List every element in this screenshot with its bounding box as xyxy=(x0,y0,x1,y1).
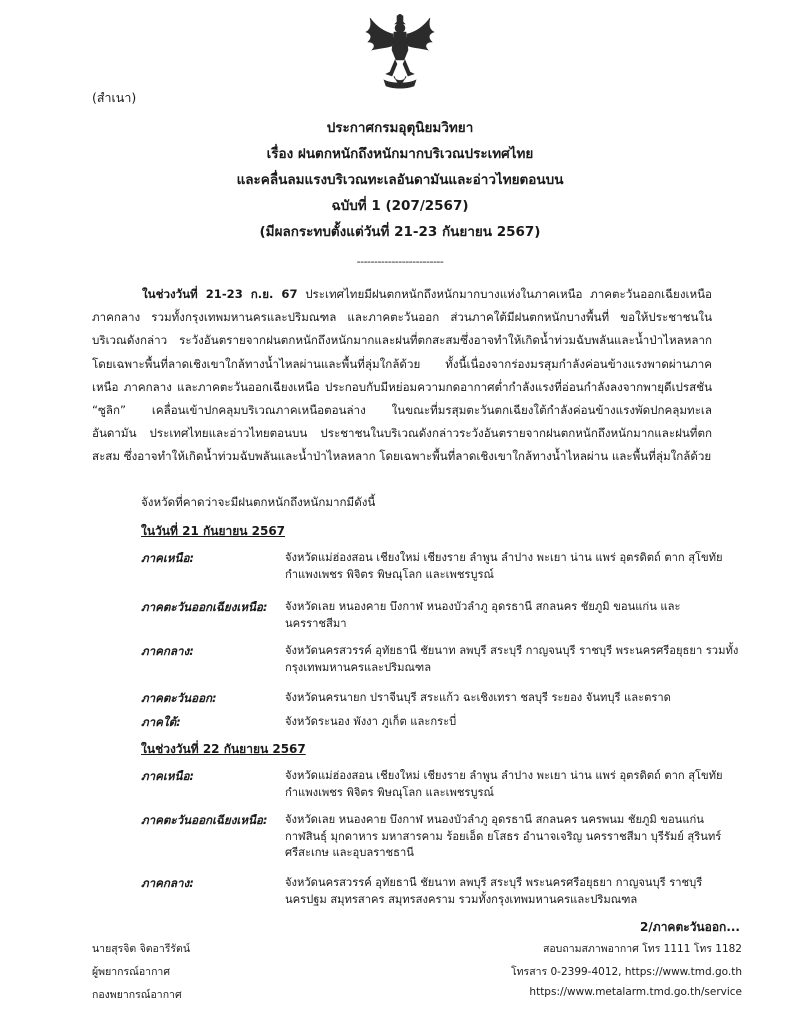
continued-marker: 2/ภาคตะวันออก... xyxy=(640,920,740,934)
subject-line-1: เรื่อง ฝนตกหนักถึงหนักมากบริเวณประเทศไทย xyxy=(266,146,534,162)
day1-region-label: ภาคใต้: xyxy=(141,715,181,729)
day1-region-text: จังหวัดนครสวรรค์ อุทัยธานี ชัยนาท ลพบุรี สระบุรี กาญจนบุรี ราชบุรี พระนครศรีอยุธยา รวมทั้งกรุงเทพมหานครและปริมณฑล xyxy=(285,644,739,674)
forecaster-name: นายสุรจิต จิตอารีรัตน์ xyxy=(92,943,191,955)
day1-region-label: ภาคเหนือ: xyxy=(141,551,195,565)
subject-line-2: และคลื่นลมแรงบริเวณทะเลอันดามันและอ่าวไทยตอนบน xyxy=(236,172,564,188)
contact-fax-website: โทรสาร 0-2399-4012, https://www.tmd.go.th xyxy=(511,966,742,978)
day2-region-text: จังหวัดนครสวรรค์ อุทัยธานี ชัยนาท ลพบุรี สระบุรี พระนครศรีอยุธยา กาญจนบุรี ราชบุรี นครปฐม สมุทรสาคร สมุทรสงคราม รวมทั้งกรุงเทพมหานครและปริมณฑล xyxy=(285,876,703,906)
contact-phone: สอบถามสภาพอากาศ โทร 1111 โทร 1182 xyxy=(542,943,742,955)
intro-body: ประเทศไทยมีฝนตกหนักถึงหนักมากบางแห่งในภาคเหนือ ภาคตะวันออกเฉียงเหนือ ภาคกลาง รวมทั้งกรุงเทพมหานครและปริมณฑล และภาคตะวันออก ส่วนภาคใต้มีฝนตกหนักบางพื้นที่ ขอให้ประชาชนในบริเวณดังกล่าว ระวังอันตรายจากฝนตกหนักถึงหนักมากและฝนที่ตกสะสมซึ่งอาจทำให้เกิดน้ำท่วมฉับพลันและน้ำป่าไหลหลาก โดยเฉพาะพื้นที่ลาดเชิงเขาใกล้ทางน้ำไหลผ่านและพื้นที่ลุ่มใกล้ด้วย ทั้งนี้เนื่องจากร่องมรสุมกำลังค่อนข้างแรงพาดผ่านภาคเหนือ ภาคกลาง และภาคตะวันออกเฉียงเหนือ ประกอบกับมีหย่อมความกดอากาศต่ำกำลังแรงที่อ่อนกำลังลงจากพายุดีเปรสชัน “ซูลิก” เคลื่อนเข้าปกคลุมบริเวณภาคเหนือตอนล่าง ในขณะที่มรสุมตะวันตกเฉียงใต้กำลังค่อนข้างแรงพัดปกคลุมทะเลอันดามัน ประเทศไทยและอ่าวไทยตอนบน ประชาชนในบริเวณดังกล่าวระวังอันตรายจากฝนตกหนักถึงหนักมากและฝนที่ตกสะสม ซึ่งอาจทำให้เกิดน้ำท่วมฉับพลันและน้ำป่าไหลหลาก โดยเฉพาะพื้นที่ลาดเชิงเขาใกล้ทางน้ำไหลผ่าน และพื้นที่ลุ่มใกล้ด้วย xyxy=(92,287,712,464)
announcement-title: ประกาศกรมอุตุนิยมวิทยา xyxy=(326,120,474,136)
day1-region-label: ภาคตะวันออก: xyxy=(141,691,217,705)
effective-dates: (มีผลกระทบตั้งแต่วันที่ 21-23 กันยายน 2567) xyxy=(259,224,541,240)
separator-line: ------------------------- xyxy=(356,255,444,268)
intro-paragraph xyxy=(92,283,712,469)
day1-heading: ในวันที่ 21 กันยายน 2567 xyxy=(141,524,286,538)
day1-region-text: จังหวัดนครนายก ปราจีนบุรี สระแก้ว ฉะเชิงเทรา ชลบุรี ระยอง จันทบุรี และตราด xyxy=(285,691,671,704)
day1-region-label: ภาคกลาง: xyxy=(141,644,194,658)
day2-region-label: ภาคเหนือ: xyxy=(141,769,195,783)
intro-lead: ในช่วงวันที่ 21-23 ก.ย. 67 xyxy=(142,287,298,301)
forecast-division: กองพยากรณ์อากาศ xyxy=(92,989,182,1001)
copy-label: (สำเนา) xyxy=(92,90,137,105)
day2-region-label: ภาคกลาง: xyxy=(141,876,194,890)
day2-region-text: จังหวัดเลย หนองคาย บึงกาฬ หนองบัวลำภู อุดรธานี สกลนคร นครพนม ชัยภูมิ ขอนแก่น กาฬสินธุ์ มุกดาหาร มหาสารคาม ร้อยเอ็ด ยโสธร อำนาจเจริญ นครราชสีมา บุรีรัมย์ สุรินทร์ ศรีสะเกษ และอุบลราชธานี xyxy=(285,813,722,859)
forecaster-title: ผู้พยากรณ์อากาศ xyxy=(92,966,170,978)
service-url-link[interactable]: https://www.metalarm.tmd.go.th/service xyxy=(529,986,742,998)
day2-region-text: จังหวัดแม่ฮ่องสอน เชียงใหม่ เชียงราย ลำพูน ลำปาง พะเยา น่าน แพร่ อุตรดิตถ์ ตาก สุโขทัย กำแพงเพชร พิจิตร พิษณุโลก และเพชรบูรณ์ xyxy=(285,769,723,799)
garuda-emblem-icon xyxy=(364,14,436,90)
day1-region-text: จังหวัดระนอง พังงา ภูเก็ต และกระบี่ xyxy=(285,715,457,728)
day1-region-label: ภาคตะวันออกเฉียงเหนือ: xyxy=(141,600,268,614)
day2-heading: ในช่วงวันที่ 22 กันยายน 2567 xyxy=(141,742,306,756)
issue-number: ฉบับที่ 1 (207/2567) xyxy=(331,198,469,214)
day2-region-label: ภาคตะวันออกเฉียงเหนือ: xyxy=(141,813,268,827)
day1-region-text: จังหวัดแม่ฮ่องสอน เชียงใหม่ เชียงราย ลำพูน ลำปาง พะเยา น่าน แพร่ อุตรดิตถ์ ตาก สุโขทัย กำแพงเพชร พิจิตร พิษณุโลก และเพชรบูรณ์ xyxy=(285,551,723,581)
day1-region-text: จังหวัดเลย หนองคาย บึงกาฬ หนองบัวลำภู อุดรธานี สกลนคร ชัยภูมิ ขอนแก่น และนครราชสีมา xyxy=(285,600,681,630)
provinces-intro: จังหวัดที่คาดว่าจะมีฝนตกหนักถึงหนักมากมีดังนี้ xyxy=(141,495,376,509)
